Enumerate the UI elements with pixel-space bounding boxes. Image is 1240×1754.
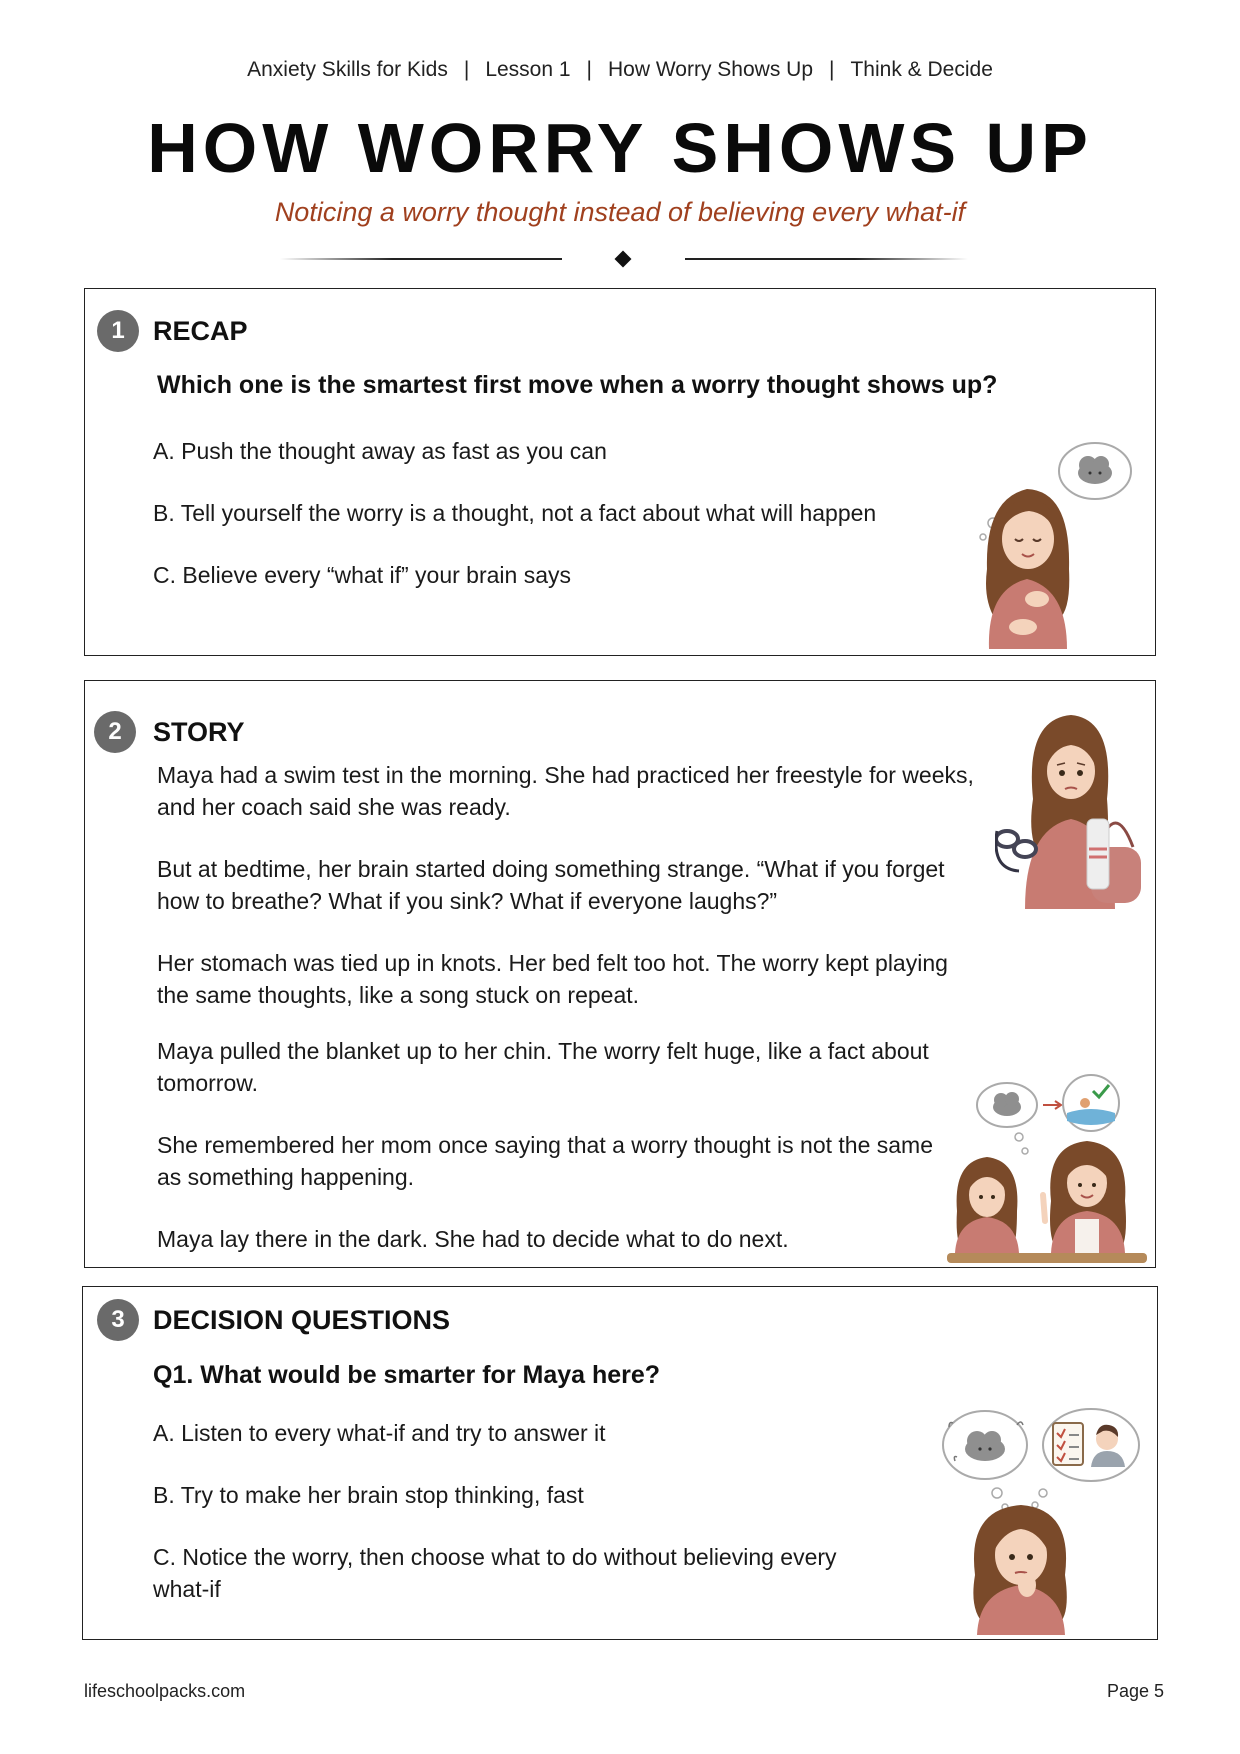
breadcrumb-activity: Think & Decide: [850, 58, 993, 81]
plan-checklist-bubble-icon: [1032, 1409, 1139, 1508]
answer-option-c: C. Believe every “what if” your brain says: [153, 562, 571, 588]
answer-option-a: A. Listen to every what-if and try to answer it: [153, 1420, 606, 1446]
recap-question: Which one is the smartest first move when a worry thought shows up?: [157, 371, 998, 399]
breadcrumb-separator: |: [586, 58, 593, 81]
thinking-girl-illustration-icon: [935, 1405, 1145, 1635]
section-number-badge: 2: [94, 711, 136, 753]
breadcrumb-course: Anxiety Skills for Kids: [247, 58, 448, 81]
divider-line-right: [685, 258, 968, 260]
story-card: [84, 680, 1156, 1268]
question-worry-cloud-bubble-icon: [943, 1411, 1027, 1510]
section-number-badge: 1: [97, 310, 139, 352]
page-title: HOW WORRY SHOWS UP: [147, 109, 1093, 187]
recap-card: [84, 288, 1156, 656]
worried-girl-swim-illustration-icon: [995, 699, 1145, 909]
mom-and-girl-illustration-icon: [947, 1071, 1147, 1271]
answer-option-a: A. Push the thought away as fast as you can: [153, 438, 607, 464]
story-paragraph: But at bedtime, her brain started doing something strange. “What if you forget how to breathe? What if you sink? What if everyone laughs?”: [157, 856, 945, 914]
breadcrumb-separator: |: [463, 58, 470, 81]
calm-girl-illustration-icon: [967, 439, 1147, 649]
swim-bag-icon: [1087, 819, 1141, 903]
worry-to-swim-thought-bubbles-icon: [977, 1075, 1119, 1154]
decision-card: [82, 1286, 1158, 1640]
page-subtitle: Noticing a worry thought instead of believing every what-if: [274, 197, 966, 227]
story-paragraph: Maya had a swim test in the morning. She had practiced her freestyle for weeks, and her coach said she was ready.: [157, 762, 974, 820]
story-paragraph: She remembered her mom once saying that a worry thought is not the same as something happening.: [157, 1132, 934, 1190]
story-paragraph: Maya pulled the blanket up to her chin. The worry felt huge, like a fact about tomorrow.: [157, 1038, 929, 1096]
footer-page-number: Page 5: [1106, 1681, 1164, 1701]
breadcrumb-lesson: Lesson 1: [485, 58, 571, 81]
diamond-ornament-icon: [615, 251, 632, 268]
answer-option-c: C. Notice the worry, then choose what to do without believing every what-if: [153, 1544, 837, 1602]
section-heading: DECISION QUESTIONS: [153, 1305, 451, 1335]
breadcrumb-topic: How Worry Shows Up: [608, 58, 814, 81]
breadcrumb: [0, 58, 1240, 82]
answer-option-b: B. Tell yourself the worry is a thought, not a fact about what will happen: [153, 500, 877, 526]
decision-question: Q1. What would be smarter for Maya here?: [153, 1361, 661, 1389]
divider-line-left: [280, 258, 562, 260]
story-paragraph: Her stomach was tied up in knots. Her bed felt too hot. The worry kept playing the same thoughts, like a song stuck on repeat.: [157, 950, 948, 1008]
section-heading: RECAP: [153, 316, 248, 346]
footer-site: lifeschoolpacks.com: [84, 1681, 246, 1701]
story-paragraph: Maya lay there in the dark. She had to decide what to do next.: [157, 1226, 789, 1252]
section-number-badge: 3: [97, 1299, 139, 1341]
breadcrumb-separator: |: [829, 58, 835, 81]
answer-option-b: B. Try to make her brain stop thinking, fast: [153, 1482, 584, 1508]
section-heading: STORY: [153, 717, 245, 747]
